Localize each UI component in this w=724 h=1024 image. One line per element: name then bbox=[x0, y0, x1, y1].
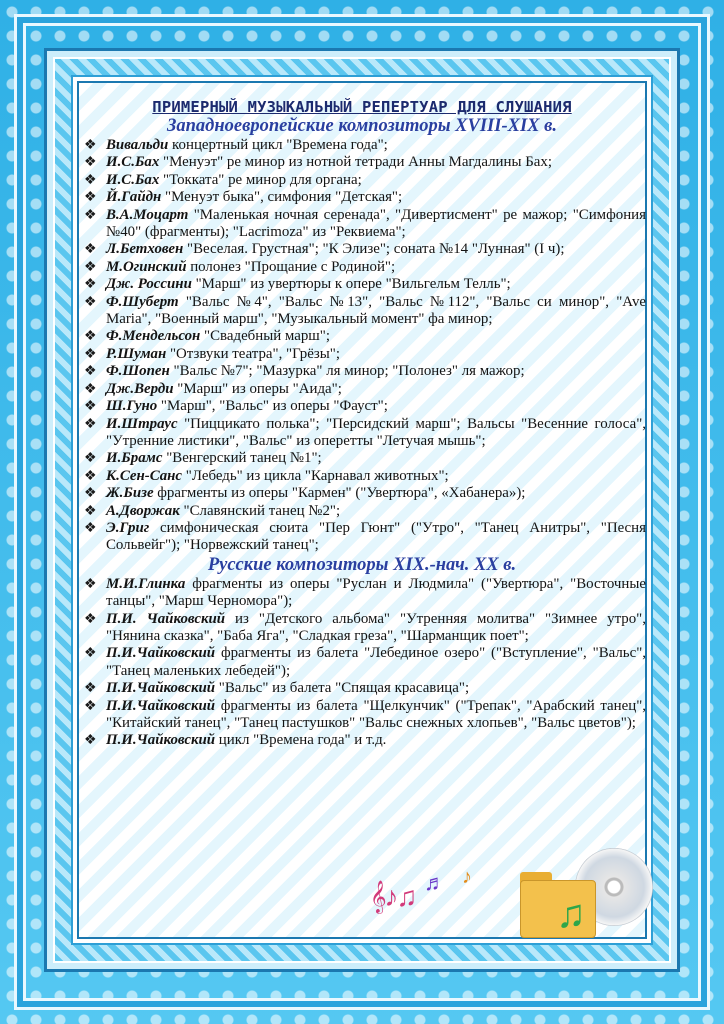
composer-name: Ж.Бизе bbox=[106, 485, 154, 502]
work-description: цикл "Времена года" и т.д. bbox=[215, 732, 387, 749]
diamond-bullet-icon: ❖ bbox=[84, 329, 97, 345]
composer-name: Й.Гайдн bbox=[106, 189, 162, 206]
diamond-bullet-icon: ❖ bbox=[84, 646, 97, 662]
diamond-bullet-icon: ❖ bbox=[84, 520, 97, 536]
diamond-bullet-icon: ❖ bbox=[84, 486, 97, 502]
list-item bbox=[78, 468, 646, 485]
work-description: "Отзвуки театра", "Грёзы"; bbox=[166, 345, 340, 362]
work-description: "Марш", "Вальс" из оперы "Фауст"; bbox=[157, 398, 388, 415]
green-music-note-icon: ♫ bbox=[556, 891, 586, 936]
composer-name: П.И.Чайковский bbox=[106, 697, 216, 714]
list-item bbox=[78, 645, 646, 680]
list-item bbox=[78, 363, 646, 380]
composer-name: И.С.Бах bbox=[106, 171, 160, 188]
composer-name: Э.Григ bbox=[106, 519, 150, 536]
work-description: "Пиццикато полька"; "Персидский марш"; Вальсы "Весенние голоса", "Утренние листики", "Вальс" из оперетты "Летучая мышь"; bbox=[106, 415, 646, 449]
list-item bbox=[78, 294, 646, 329]
work-description: "Менуэт быка", симфония "Детская"; bbox=[161, 189, 403, 206]
work-description: "Маленькая ночная серенада", "Дивертисмент" ре мажор; "Симфония №40" (фрагменты); "Lacrimoza" из "Реквиема"; bbox=[106, 206, 646, 241]
list-item bbox=[78, 611, 646, 646]
repertoire-content bbox=[78, 98, 646, 750]
list-item bbox=[78, 520, 646, 555]
composer-name: П.И.Чайковский bbox=[106, 680, 216, 697]
diamond-bullet-icon: ❖ bbox=[84, 468, 97, 484]
work-description: "Вальс №4", "Вальс №13", "Вальс №112", "Вальс си минор", "Ave Maria", "Военный марш", "Музыкальный момент" фа минор; bbox=[106, 293, 646, 328]
list-item bbox=[78, 381, 646, 398]
composer-name: И.Брамс bbox=[106, 450, 163, 467]
composer-name: Ф.Шопен bbox=[106, 363, 170, 380]
work-description: фрагменты из оперы "Руслан и Людмила" ("Увертюра", "Восточные танцы", "Марш Черномора"); bbox=[106, 575, 646, 610]
diamond-bullet-icon: ❖ bbox=[84, 611, 97, 627]
diamond-bullet-icon: ❖ bbox=[84, 346, 97, 362]
composer-name: А.Дворжак bbox=[106, 502, 180, 519]
diamond-bullet-icon: ❖ bbox=[84, 207, 97, 223]
list-item bbox=[78, 189, 646, 206]
diamond-bullet-icon: ❖ bbox=[84, 381, 97, 397]
composer-name: Дж.Верди bbox=[106, 380, 174, 397]
work-description: "Марш" из увертюры к опере "Вильгельм Телль"; bbox=[191, 276, 511, 293]
diamond-bullet-icon: ❖ bbox=[84, 451, 97, 467]
work-description: фрагменты из балета "Лебединое озеро" ("Вступление", "Вальс", "Танец маленьких лебедей"); bbox=[106, 645, 646, 679]
list-item bbox=[78, 241, 646, 258]
composer-name: М.Огинский bbox=[106, 258, 187, 275]
composer-name: Дж. Россини bbox=[106, 276, 192, 293]
section-heading-western: Западноевропейские композиторы XVIII-XIX в. bbox=[166, 116, 557, 136]
composer-name: Вивальди bbox=[106, 137, 169, 153]
list-item bbox=[78, 450, 646, 467]
work-description: полонез "Прощание с Родиной"; bbox=[186, 258, 396, 275]
work-description: "Свадебный марш"; bbox=[200, 328, 330, 345]
list-item bbox=[78, 416, 646, 451]
composer-name: М.И.Глинка bbox=[106, 575, 186, 592]
diamond-bullet-icon: ❖ bbox=[84, 416, 97, 432]
list-item bbox=[78, 698, 646, 733]
diamond-bullet-icon: ❖ bbox=[84, 681, 97, 697]
diamond-bullet-icon: ❖ bbox=[84, 294, 97, 310]
work-description: "Вальс" из балета "Спящая красавица"; bbox=[215, 680, 470, 697]
composer-name: К.Сен-Санс bbox=[106, 467, 183, 484]
diamond-bullet-icon: ❖ bbox=[84, 242, 97, 258]
list-item bbox=[78, 276, 646, 293]
diamond-bullet-icon: ❖ bbox=[84, 576, 97, 592]
diamond-bullet-icon: ❖ bbox=[84, 172, 97, 188]
work-description: симфоническая сюита "Пер Гюнт" ("Утро", "Танец Анитры", "Песня Сольвейг"); "Норвежский танец"; bbox=[106, 519, 646, 554]
list-item bbox=[78, 137, 646, 154]
music-note-icon: ♪ bbox=[462, 866, 472, 888]
composer-list-western bbox=[78, 137, 646, 555]
list-item bbox=[78, 207, 646, 242]
diamond-bullet-icon: ❖ bbox=[84, 364, 97, 380]
diamond-bullet-icon: ❖ bbox=[84, 733, 97, 749]
diamond-bullet-icon: ❖ bbox=[84, 503, 97, 519]
work-description: "Венгерский танец №1"; bbox=[162, 450, 322, 467]
composer-name: Л.Бетховен bbox=[106, 241, 184, 258]
list-item bbox=[78, 154, 646, 171]
diamond-bullet-icon: ❖ bbox=[84, 259, 97, 275]
composer-name: П.И. Чайковский bbox=[106, 610, 226, 627]
list-item bbox=[78, 732, 646, 749]
list-item bbox=[78, 328, 646, 345]
work-description: фрагменты из оперы "Кармен" ("Увертюра", «Хабанера»); bbox=[153, 485, 526, 502]
composer-name: П.И.Чайковский bbox=[106, 645, 216, 662]
diamond-bullet-icon: ❖ bbox=[84, 277, 97, 293]
list-item bbox=[78, 259, 646, 276]
composer-name: Ф.Шуберт bbox=[106, 293, 179, 310]
composer-name: Р.Шуман bbox=[106, 345, 167, 362]
diamond-bullet-icon: ❖ bbox=[84, 399, 97, 415]
list-item bbox=[78, 485, 646, 502]
diamond-bullet-icon: ❖ bbox=[84, 138, 97, 153]
music-note-icon: ♬ bbox=[424, 870, 446, 895]
work-description: "Токката" ре минор для органа; bbox=[159, 171, 362, 188]
work-description: "Марш" из оперы "Аида"; bbox=[173, 380, 342, 397]
diamond-bullet-icon: ❖ bbox=[84, 698, 97, 714]
work-description: "Лебедь" из цикла "Карнавал животных"; bbox=[182, 467, 449, 484]
composer-name: И.С.Бах bbox=[106, 154, 160, 171]
list-item bbox=[78, 398, 646, 415]
list-item bbox=[78, 503, 646, 520]
composer-list-russian bbox=[78, 576, 646, 750]
composer-name: Ф.Мендельсон bbox=[106, 328, 201, 345]
section-heading-russian: Русские композиторы XIX.-нач. XX в. bbox=[207, 554, 517, 575]
list-item bbox=[78, 576, 646, 611]
work-description: "Веселая. Грустная"; "К Элизе"; соната №14 "Лунная" (I ч); bbox=[183, 241, 565, 258]
diamond-bullet-icon: ❖ bbox=[84, 155, 97, 171]
list-item bbox=[78, 346, 646, 363]
work-description: из "Детского альбома" "Утренняя молитва" "Зимнее утро", "Нянина сказка", "Баба Яга", "Сладкая греза", "Шарманщик поет"; bbox=[106, 610, 646, 644]
list-item bbox=[78, 172, 646, 189]
list-item bbox=[78, 680, 646, 697]
diamond-bullet-icon: ❖ bbox=[84, 190, 97, 206]
work-description: фрагменты из балета "Щелкунчик" ("Трепак", "Арабский танец", "Китайский танец", "Танец пастушков" "Вальс снежных хлопьев", "Вальс цветов"); bbox=[106, 697, 646, 731]
work-description: "Вальс №7"; "Мазурка" ля минор; "Полонез" ля мажор; bbox=[169, 363, 525, 380]
work-description: "Менуэт" ре минор из нотной тетради Анны Магдалины Бах; bbox=[159, 154, 552, 171]
page-title: ПРИМЕРНЫЙ МУЗЫКАЛЬНЫЙ РЕПЕРТУАР ДЛЯ СЛУШАНИЯ bbox=[152, 98, 572, 116]
composer-name: В.А.Моцарт bbox=[106, 206, 189, 223]
music-notes-icon: 𝄞♪♫ bbox=[370, 882, 416, 913]
composer-name: П.И.Чайковский bbox=[106, 732, 216, 749]
composer-name: И.Штраус bbox=[106, 415, 178, 432]
work-description: "Славянский танец №2"; bbox=[179, 502, 341, 519]
work-description: концертный цикл "Времена года"; bbox=[168, 137, 388, 153]
composer-name: Ш.Гуно bbox=[106, 398, 158, 415]
